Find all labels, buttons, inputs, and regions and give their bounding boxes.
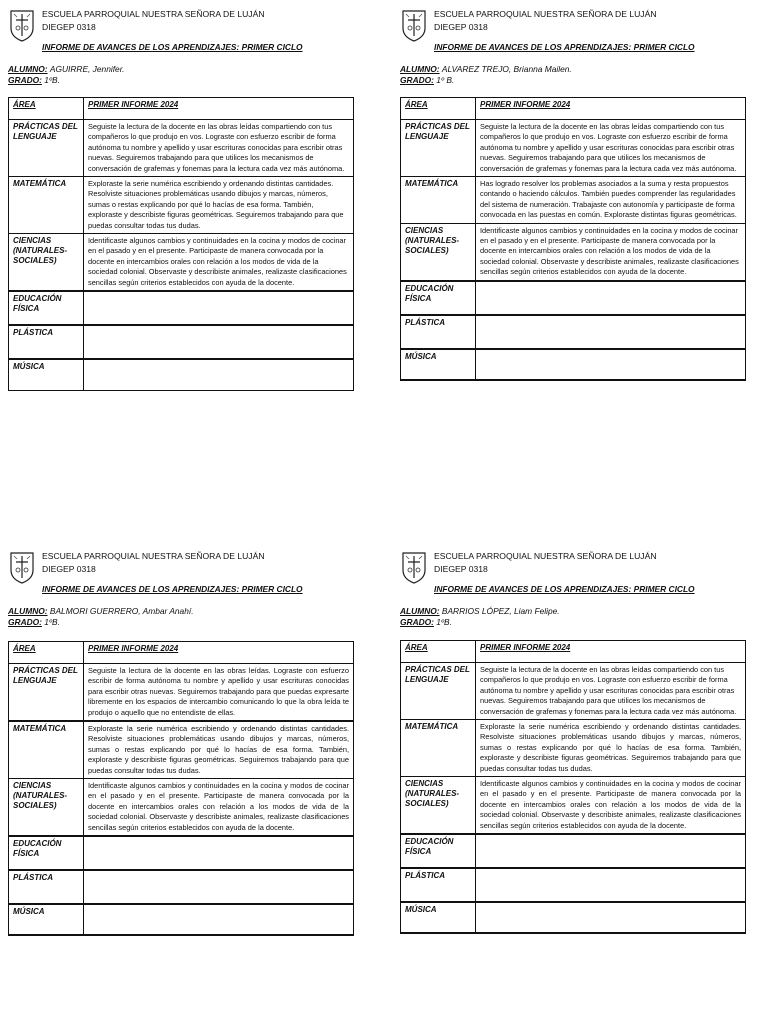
area-label: PRÁCTICAS DEL LENGUAJE xyxy=(9,120,84,177)
student-label: ALUMNO: xyxy=(400,606,440,616)
grade-label: GRADO: xyxy=(400,617,434,627)
school-heading xyxy=(434,8,657,34)
area-comment xyxy=(84,325,354,359)
report-column-header: PRIMER INFORME 2024 xyxy=(84,98,354,120)
student-name: ALVAREZ TREJO, Brianna Mailen. xyxy=(441,64,572,74)
grade-value: 1ºB. xyxy=(436,617,452,627)
student-label: ALUMNO: xyxy=(400,64,440,74)
table-row xyxy=(9,664,354,722)
area-comment xyxy=(476,868,746,902)
school-code: DIEGEP 0318 xyxy=(42,22,96,32)
table-row xyxy=(9,836,354,870)
table-row xyxy=(401,349,746,380)
grade-label: GRADO: xyxy=(400,75,434,85)
school-heading xyxy=(434,550,657,576)
report-header xyxy=(400,8,746,52)
student-name: BALMORI GUERRERO, Ambar Anahí. xyxy=(49,606,194,616)
report-header xyxy=(8,8,354,52)
student-name: BARRIOS LÓPEZ, Liam Felipe. xyxy=(441,606,560,616)
school-crest-icon xyxy=(8,8,36,42)
area-label: EDUCACIÓN FÍSICA xyxy=(9,291,84,325)
area-label: MATEMÁTICA xyxy=(401,720,476,777)
student-label: ALUMNO: xyxy=(8,64,48,74)
table-row xyxy=(401,315,746,349)
area-column-header: ÁREA xyxy=(401,641,476,663)
report-header xyxy=(400,550,746,594)
area-label: MÚSICA xyxy=(401,902,476,933)
area-label: MÚSICA xyxy=(9,359,84,390)
school-crest-icon xyxy=(400,8,428,42)
area-label: EDUCACIÓN FÍSICA xyxy=(401,834,476,868)
grade-label: GRADO: xyxy=(8,617,42,627)
table-row xyxy=(9,120,354,177)
area-comment: Identificaste algunos cambios y continuidades en la cocina y modos de cocinar en el pasado y en el presente. Participaste de manera convocada por la docente en intercambios orales con relación a los modos de vida de la sociedad colonial. Observaste y describiste animales, realizaste clasificaciones sencillas según criterios establecidos con ayuda de la docente. xyxy=(84,779,354,837)
area-column-header: ÁREA xyxy=(9,642,84,664)
student-info xyxy=(8,64,125,86)
area-label: PRÁCTICAS DEL LENGUAJE xyxy=(401,120,476,177)
area-comment: Exploraste la serie numérica escribiendo y ordenando distintas cantidades. Resolviste situaciones problemáticas usando dibujos y marcas, números, sumas o restas explicando por qué lo hacías de esa forma. También, exploraste y describiste figuras geométricas. Seguiremos trabajando para que puedas consultar todas tus dudas. xyxy=(476,720,746,777)
school-code: DIEGEP 0318 xyxy=(42,564,96,574)
area-comment: Identificaste algunos cambios y continuidades en la cocina y modos de cocinar en el pasado y en el presente. Participaste de manera convocada por la docente en intercambios orales con relación a los modos de vida de la sociedad colonial. Observaste y describiste animales, realizaste clasificaciones sencillas según criterios establecidos con ayuda de la docente. xyxy=(476,223,746,281)
area-label: PLÁSTICA xyxy=(9,325,84,359)
report-column-header: PRIMER INFORME 2024 xyxy=(476,98,746,120)
area-label: CIENCIAS (NATURALES-SOCIALES) xyxy=(9,779,84,837)
report-title: INFORME DE AVANCES DE LOS APRENDIZAJES: PRIMER CICLO xyxy=(42,584,303,594)
report-column-header: PRIMER INFORME 2024 xyxy=(476,641,746,663)
area-comment: Exploraste la serie numérica escribiendo y ordenando distintas cantidades. Resolviste situaciones problemáticas usando dibujos y marcas, números, sumas o restas explicando por qué lo hacías de esa forma. También, exploraste y describiste figuras geométricas. Seguiremos trabajando para que puedas consultar todas tus dudas. xyxy=(84,177,354,234)
area-label: PRÁCTICAS DEL LENGUAJE xyxy=(401,663,476,720)
subjects-table xyxy=(8,641,354,936)
area-label: EDUCACIÓN FÍSICA xyxy=(401,281,476,315)
school-heading xyxy=(42,8,265,34)
student-info xyxy=(400,606,560,628)
table-row xyxy=(9,234,354,292)
area-label: CIENCIAS (NATURALES-SOCIALES) xyxy=(401,223,476,281)
area-label: MATEMÁTICA xyxy=(9,177,84,234)
report-column-header: PRIMER INFORME 2024 xyxy=(84,642,354,664)
area-label: MATEMÁTICA xyxy=(9,721,84,779)
area-label: PRÁCTICAS DEL LENGUAJE xyxy=(9,664,84,722)
area-comment: Identificaste algunos cambios y continuidades en la cocina y modos de cocinar en el pasado y en el presente. Participaste de manera convocada por la docente en intercambios orales con relación a los modos de vida de la sociedad colonial. Observaste y describiste animales, realizaste clasificaciones sencillas según criterios establecidos con ayuda de la docente. xyxy=(476,777,746,835)
area-comment: Seguiste la lectura de la docente en las obras leídas compartiendo con tus compañeros lo que produjo en vos. Lograste con esfuerzo escribir de forma autónoma tu nombre y apellido y usar escrituras conocidas para escribir otras nuevas. Seguiremos trabajando para que utilices los mecanismos de conversación de grafemas y fonemas para la lectura cada vez más autónoma. xyxy=(476,120,746,177)
report-title: INFORME DE AVANCES DE LOS APRENDIZAJES: PRIMER CICLO xyxy=(434,42,695,52)
table-row xyxy=(9,177,354,234)
area-column-header: ÁREA xyxy=(9,98,84,120)
subjects-table xyxy=(400,97,746,381)
student-name: AGUIRRE, Jennifer. xyxy=(49,64,125,74)
report-card xyxy=(400,8,746,361)
table-row xyxy=(401,868,746,902)
area-label: MÚSICA xyxy=(401,349,476,380)
table-row xyxy=(401,777,746,835)
school-heading xyxy=(42,550,265,576)
table-row xyxy=(401,281,746,315)
area-comment xyxy=(84,904,354,935)
area-comment xyxy=(476,902,746,933)
area-comment: Identificaste algunos cambios y continuidades en la cocina y modos de cocinar en el pasado y en el presente. Participaste de manera convocada por la docente en intercambios orales con relación a los modos de vida de la sociedad colonial. Observaste y describiste animales, realizaste clasificaciones sencillas según criterios establecidos con ayuda de la docente. xyxy=(84,234,354,292)
table-row xyxy=(401,663,746,720)
table-row xyxy=(401,223,746,281)
subjects-table xyxy=(8,97,354,391)
grade-value: 1º B. xyxy=(436,75,455,85)
table-row xyxy=(9,904,354,935)
table-row xyxy=(401,902,746,933)
area-label: PLÁSTICA xyxy=(401,868,476,902)
area-comment xyxy=(476,315,746,349)
area-column-header: ÁREA xyxy=(401,98,476,120)
area-comment xyxy=(84,836,354,870)
area-label: MÚSICA xyxy=(9,904,84,935)
area-label: PLÁSTICA xyxy=(9,870,84,904)
report-card xyxy=(400,550,746,915)
area-label: EDUCACIÓN FÍSICA xyxy=(9,836,84,870)
report-title: INFORME DE AVANCES DE LOS APRENDIZAJES: PRIMER CICLO xyxy=(434,584,695,594)
student-info xyxy=(8,606,194,628)
area-comment xyxy=(476,349,746,380)
school-crest-icon xyxy=(400,550,428,584)
table-row xyxy=(401,834,746,868)
school-name: ESCUELA PARROQUIAL NUESTRA SEÑORA DE LUJÁN xyxy=(434,9,657,19)
area-comment xyxy=(476,281,746,315)
area-label: PLÁSTICA xyxy=(401,315,476,349)
table-row xyxy=(9,325,354,359)
subjects-table xyxy=(400,640,746,934)
school-name: ESCUELA PARROQUIAL NUESTRA SEÑORA DE LUJÁN xyxy=(434,551,657,561)
grade-label: GRADO: xyxy=(8,75,42,85)
area-comment: Exploraste la serie numérica escribiendo y ordenando distintas cantidades. Resolviste situaciones problemáticas usando dibujos y marcas, números, sumas o restas explicando por qué lo hacías de esa forma. También, exploraste y describiste figuras geométricas. Seguiremos trabajando para que puedas consultar todas tus dudas. xyxy=(84,721,354,779)
table-row xyxy=(401,120,746,177)
school-crest-icon xyxy=(8,550,36,584)
school-code: DIEGEP 0318 xyxy=(434,22,488,32)
area-comment: Seguiste la lectura de la docente en las obras leídas compartiendo con tus compañeros lo que produjo en vos. Lograste con esfuerzo escribir de forma autónoma tu nombre y apellido y usar escrituras conocidas para escribir otras nuevas. Seguiremos trabajando para que utilices los mecanismos de conversación de grafemas y fonemas para la lectura cada vez más autónoma. xyxy=(476,663,746,720)
table-row xyxy=(9,870,354,904)
area-label: CIENCIAS (NATURALES-SOCIALES) xyxy=(9,234,84,292)
report-header xyxy=(8,550,354,594)
area-comment: Seguiste la lectura de la docente en las obras leídas compartiendo con tus compañeros lo que produjo en vos. Lograste con esfuerzo escribir de forma autónoma tu nombre y apellido y usar escrituras conocidas para escribir otras nuevas. Seguiremos trabajando para que utilices los mecanismos de conversación de grafemas y fonemas para la lectura cada vez más autónoma. xyxy=(84,120,354,177)
table-row xyxy=(9,359,354,390)
school-name: ESCUELA PARROQUIAL NUESTRA SEÑORA DE LUJÁN xyxy=(42,551,265,561)
grade-value: 1ºB. xyxy=(44,617,60,627)
area-comment: Seguiste la lectura de la docente en las obras leídas. Lograste con esfuerzo escribir de forma autónoma tu nombre y apellido y usar escrituras conocidas para escribir otras nuevas. Seguiremos trabajando para que puedas expresarte libremente en los espacios de intercambio comunicando lo que la obra leída te produjo o aquello que no entendiste de ellas. xyxy=(84,664,354,722)
table-row xyxy=(401,177,746,224)
area-label: MATEMÁTICA xyxy=(401,177,476,224)
report-card xyxy=(8,550,354,917)
table-row xyxy=(9,291,354,325)
table-row xyxy=(401,720,746,777)
table-row xyxy=(9,779,354,837)
area-comment: Has logrado resolver los problemas asociados a la suma y resta propuestos contando o haciendo cálculos. También puedes comprender las regularidades del sistema de numeración. Trabajaste con autonomía y participaste de forma convocada en las puestas en común. Exploraste distintas figuras geométricas. xyxy=(476,177,746,224)
school-code: DIEGEP 0318 xyxy=(434,564,488,574)
report-title: INFORME DE AVANCES DE LOS APRENDIZAJES: PRIMER CICLO xyxy=(42,42,303,52)
area-comment xyxy=(84,359,354,390)
report-card xyxy=(8,8,354,372)
area-comment xyxy=(84,870,354,904)
student-info xyxy=(400,64,572,86)
area-comment xyxy=(84,291,354,325)
grade-value: 1ºB. xyxy=(44,75,60,85)
student-label: ALUMNO: xyxy=(8,606,48,616)
area-label: CIENCIAS (NATURALES-SOCIALES) xyxy=(401,777,476,835)
area-comment xyxy=(476,834,746,868)
school-name: ESCUELA PARROQUIAL NUESTRA SEÑORA DE LUJÁN xyxy=(42,9,265,19)
table-row xyxy=(9,721,354,779)
